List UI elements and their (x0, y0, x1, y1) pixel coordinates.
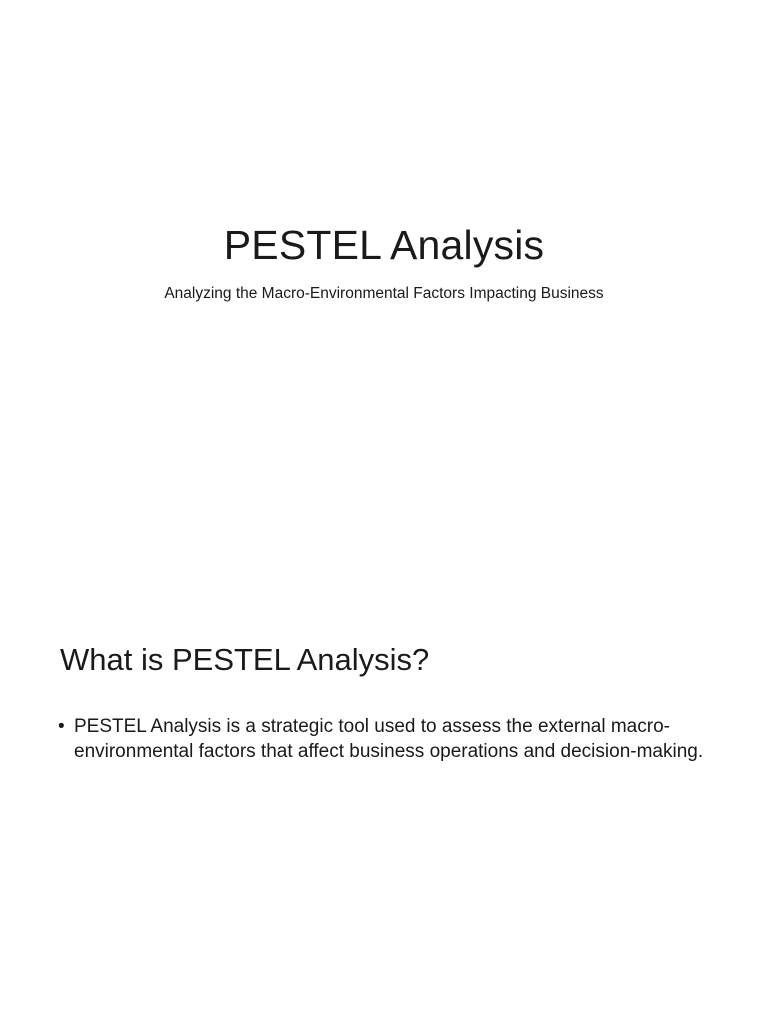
content-slide (0, 512, 768, 1024)
slide-subtitle: Analyzing the Macro-Environmental Factors Impacting Business (164, 285, 604, 302)
bullet-icon: • (58, 716, 65, 737)
bullet-list (58, 714, 708, 764)
slide-heading: What is PESTEL Analysis? (60, 642, 430, 677)
bullet-text: PESTEL Analysis is a strategic tool used to assess the external macro-environmental factors that affect business operations and decision-making. (74, 716, 704, 762)
slide-title: PESTEL Analysis (223, 222, 545, 268)
list-item (58, 714, 708, 764)
